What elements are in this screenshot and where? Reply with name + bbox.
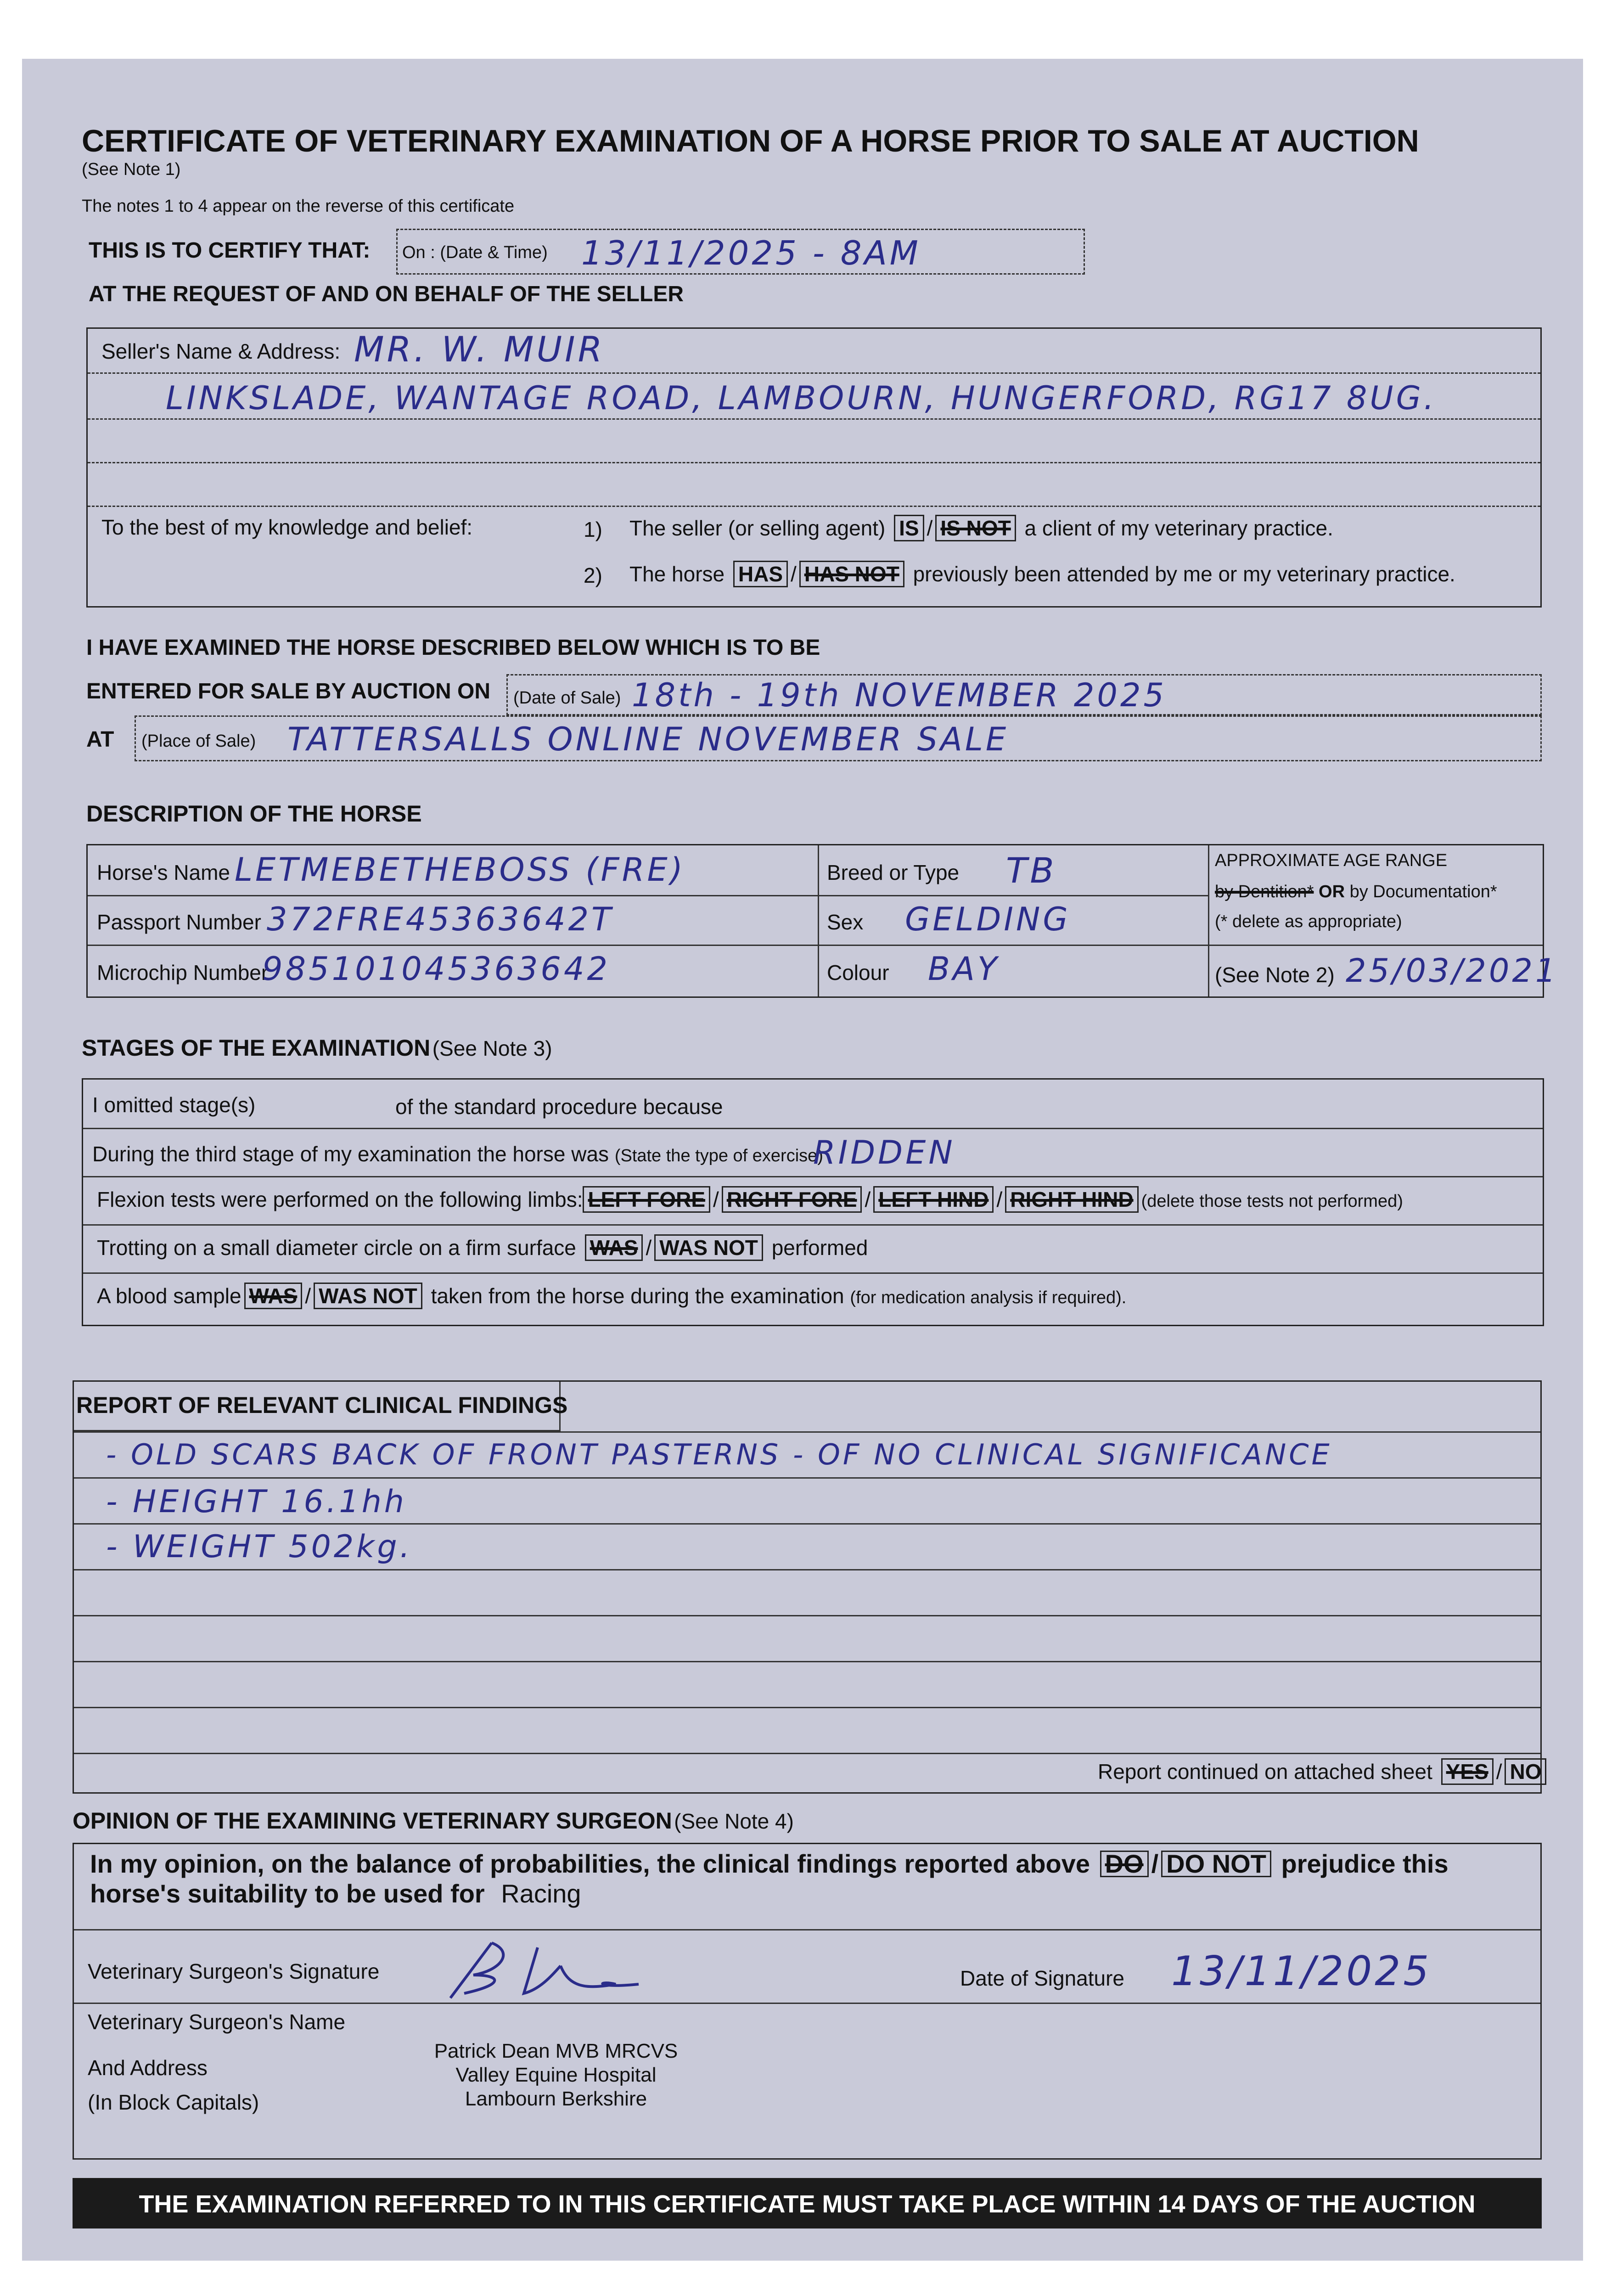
report-box — [73, 1380, 1542, 1794]
left-fore-option[interactable]: LEFT FORE — [583, 1186, 710, 1213]
blood-sample-line — [97, 1283, 1126, 1309]
knowledge-n2: 2) — [584, 563, 602, 587]
right-hind-option[interactable]: RIGHT HIND — [1005, 1186, 1138, 1213]
continued-no-option[interactable]: NO — [1505, 1758, 1546, 1785]
blood-was-not-option[interactable]: WAS NOT — [314, 1283, 422, 1309]
right-fore-option[interactable]: RIGHT FORE — [722, 1186, 862, 1213]
date-of-signature-value[interactable]: 13/11/2025 — [1171, 1947, 1432, 1995]
opinion-text: In my opinion, on the balance of probabilities, the clinical findings reported above — [90, 1849, 1090, 1878]
has-option[interactable]: HAS — [733, 561, 788, 587]
horse-attended-text: The horse — [629, 562, 725, 586]
blood-sample-note: (for medication analysis if required). — [850, 1288, 1127, 1307]
footer-text: THE EXAMINATION REFERRED TO IN THIS CERTIFICATE MUST TAKE PLACE WITHIN 14 DAYS OF THE AUCTION — [139, 2190, 1476, 2218]
opinion-heading-line — [73, 1807, 794, 1834]
trotting-label: Trotting on a small diameter circle on a firm surface — [97, 1236, 576, 1260]
surgeon-stamp — [427, 2039, 685, 2111]
opinion-heading-note: (See Note 4) — [674, 1809, 794, 1833]
block-capitals-label: (In Block Capitals) — [88, 2090, 259, 2114]
on-label: On : (Date & Time) — [402, 243, 548, 262]
stages-heading-note: (See Note 3) — [432, 1036, 552, 1060]
flexion-label: Flexion tests were performed on the following limbs: — [97, 1187, 583, 1211]
microchip-label: Microchip Number — [97, 961, 269, 985]
age-value[interactable]: 25/03/2021 — [1346, 952, 1559, 990]
stages-table — [82, 1078, 1544, 1326]
opinion-box — [73, 1843, 1542, 2160]
report-heading: REPORT OF RELEVANT CLINICAL FINDINGS — [76, 1392, 568, 1418]
seller-client-post: a client of my veterinary practice. — [1024, 516, 1333, 540]
third-stage-line — [92, 1142, 823, 1166]
continued-yes-option[interactable]: YES — [1441, 1758, 1494, 1785]
surgeon-name-label: Veterinary Surgeon's Name — [88, 2010, 346, 2034]
colour-value[interactable]: BAY — [928, 950, 1000, 988]
date-of-sale-value: 18th - 19th NOVEMBER 2025 — [632, 676, 1167, 714]
seller-address[interactable]: LINKSLADE, WANTAGE ROAD, LAMBOURN, HUNGERFORD, RG17 8UG. — [166, 379, 1437, 417]
do-not-option[interactable]: DO NOT — [1161, 1851, 1271, 1877]
knowledge-label: To the best of my knowledge and belief: — [101, 515, 473, 539]
suitability-text: horse's suitability to be used for — [90, 1879, 485, 1908]
third-stage-note: (State the type of exercise) — [614, 1146, 823, 1165]
age-delete-note: (* delete as appropriate) — [1215, 912, 1402, 931]
title-note: (See Note 1) — [82, 160, 181, 179]
report-continued-line — [1098, 1758, 1549, 1785]
certificate-sheet — [22, 59, 1583, 2261]
flexion-line — [97, 1186, 1403, 1213]
seller-label: Seller's Name & Address: — [101, 339, 341, 363]
colour-label: Colour — [827, 961, 889, 985]
slash: / — [305, 1284, 311, 1308]
is-not-option[interactable]: IS NOT — [935, 515, 1016, 541]
exercise-type-value[interactable]: RIDDEN — [813, 1134, 955, 1171]
opinion-line-2 — [90, 1879, 581, 1908]
age-note: (See Note 2) — [1215, 963, 1335, 987]
do-option[interactable]: DO — [1100, 1851, 1149, 1877]
passport-label: Passport Number — [97, 910, 261, 934]
left-hind-option[interactable]: LEFT HIND — [873, 1186, 994, 1213]
age-method-line — [1215, 882, 1497, 902]
age-or: OR — [1319, 882, 1345, 901]
surgeon-address-label: And Address — [88, 2056, 208, 2080]
date-of-signature-label: Date of Signature — [960, 1966, 1125, 1990]
examined-label: I HAVE EXAMINED THE HORSE DESCRIBED BELOW WHICH IS TO BE — [86, 636, 820, 660]
stages-heading: STAGES OF THE EXAMINATION — [82, 1035, 431, 1061]
place-of-sale-label: (Place of Sale) — [141, 732, 256, 751]
notes-line: The notes 1 to 4 appear on the reverse of this certificate — [82, 197, 515, 216]
horse-attended-post: previously been attended by me or my veterinary practice. — [913, 562, 1455, 586]
by-documentation-option[interactable]: by Documentation* — [1349, 882, 1497, 901]
slash: / — [996, 1187, 1003, 1211]
date-of-sale-field[interactable] — [506, 674, 1542, 715]
stamp-line-2: Valley Equine Hospital — [455, 2064, 657, 2086]
opinion-post: prejudice this — [1281, 1849, 1449, 1878]
stages-heading-line — [82, 1035, 552, 1061]
entered-label: ENTERED FOR SALE BY AUCTION ON — [86, 679, 491, 703]
report-line-3[interactable]: - WEIGHT 502kg. — [106, 1529, 413, 1565]
signature-label: Veterinary Surgeon's Signature — [88, 1959, 380, 1983]
passport-value[interactable]: 372FRE45363642T — [267, 900, 614, 938]
trotting-post: performed — [771, 1236, 868, 1260]
description-heading: DESCRIPTION OF THE HORSE — [86, 801, 422, 827]
opinion-heading: OPINION OF THE EXAMINING VETERINARY SURGEON — [73, 1808, 672, 1834]
seller-client-line — [629, 515, 1333, 541]
slash: / — [927, 516, 933, 540]
certify-label: THIS IS TO CERTIFY THAT: — [89, 238, 371, 263]
place-of-sale-field[interactable] — [135, 715, 1542, 761]
slash: / — [865, 1187, 871, 1211]
trot-was-not-option[interactable]: WAS NOT — [654, 1234, 763, 1261]
third-stage-label: During the third stage of my examination the horse was — [92, 1142, 609, 1166]
at-label: AT — [86, 727, 114, 752]
use-value[interactable]: Racing — [501, 1879, 581, 1908]
report-line-1[interactable]: - OLD SCARS BACK OF FRONT PASTERNS - OF NO CLINICAL SIGNIFICANCE — [106, 1438, 1332, 1471]
sex-value[interactable]: GELDING — [905, 900, 1071, 938]
footer-bar — [73, 2178, 1542, 2228]
is-option[interactable]: IS — [894, 515, 924, 541]
report-line-2[interactable]: - HEIGHT 16.1hh — [106, 1484, 407, 1520]
seller-box — [86, 327, 1542, 608]
trot-was-option[interactable]: WAS — [585, 1234, 643, 1261]
seller-name[interactable]: MR. W. MUIR — [354, 329, 605, 370]
place-of-sale-value: TATTERSALLS ONLINE NOVEMBER SALE — [287, 720, 1009, 758]
horse-attended-line — [629, 561, 1455, 587]
horse-name-label: Horse's Name — [97, 861, 230, 884]
certificate-title: CERTIFICATE OF VETERINARY EXAMINATION OF A HORSE PRIOR TO SALE AT AUCTION — [82, 124, 1419, 158]
breed-value[interactable]: TB — [1006, 850, 1057, 891]
slash: / — [1151, 1849, 1159, 1878]
signature-image[interactable] — [423, 1934, 662, 2003]
blood-was-option[interactable]: WAS — [244, 1283, 303, 1309]
has-not-option[interactable]: HAS NOT — [799, 561, 904, 587]
omitted-stage-label: I omitted stage(s) — [92, 1093, 256, 1117]
on-value: 13/11/2025 - 8AM — [581, 234, 921, 272]
slash: / — [713, 1187, 719, 1211]
breed-label: Breed or Type — [827, 861, 960, 884]
request-label: AT THE REQUEST OF AND ON BEHALF OF THE SELLER — [89, 282, 684, 306]
by-dentition-option[interactable]: by Dentition* — [1215, 882, 1314, 901]
flexion-note: (delete those tests not performed) — [1141, 1192, 1403, 1211]
knowledge-n1: 1) — [584, 518, 602, 541]
blood-sample-post: taken from the horse during the examination — [431, 1284, 844, 1308]
trotting-line — [97, 1234, 868, 1261]
omitted-stage-reason: of the standard procedure because — [395, 1095, 723, 1119]
slash: / — [646, 1236, 652, 1260]
date-of-sale-label: (Date of Sale) — [513, 688, 621, 708]
sex-label: Sex — [827, 910, 864, 934]
slash: / — [791, 562, 797, 586]
seller-client-text: The seller (or selling agent) — [629, 516, 886, 540]
slash: / — [1496, 1760, 1502, 1784]
blood-sample-label: A blood sample — [97, 1284, 241, 1308]
stamp-line-1: Patrick Dean MVB MRCVS — [434, 2040, 678, 2062]
description-table — [86, 844, 1559, 998]
opinion-line-1 — [90, 1849, 1449, 1879]
report-continued-label: Report continued on attached sheet — [1098, 1760, 1432, 1784]
stamp-line-3: Lambourn Berkshire — [465, 2088, 647, 2110]
age-heading: APPROXIMATE AGE RANGE — [1215, 851, 1448, 870]
horse-name-value[interactable]: LETMEBETHEBOSS (FRE) — [235, 851, 685, 889]
microchip-value[interactable]: 985101045363642 — [262, 950, 611, 988]
on-date-field[interactable] — [396, 229, 1085, 275]
